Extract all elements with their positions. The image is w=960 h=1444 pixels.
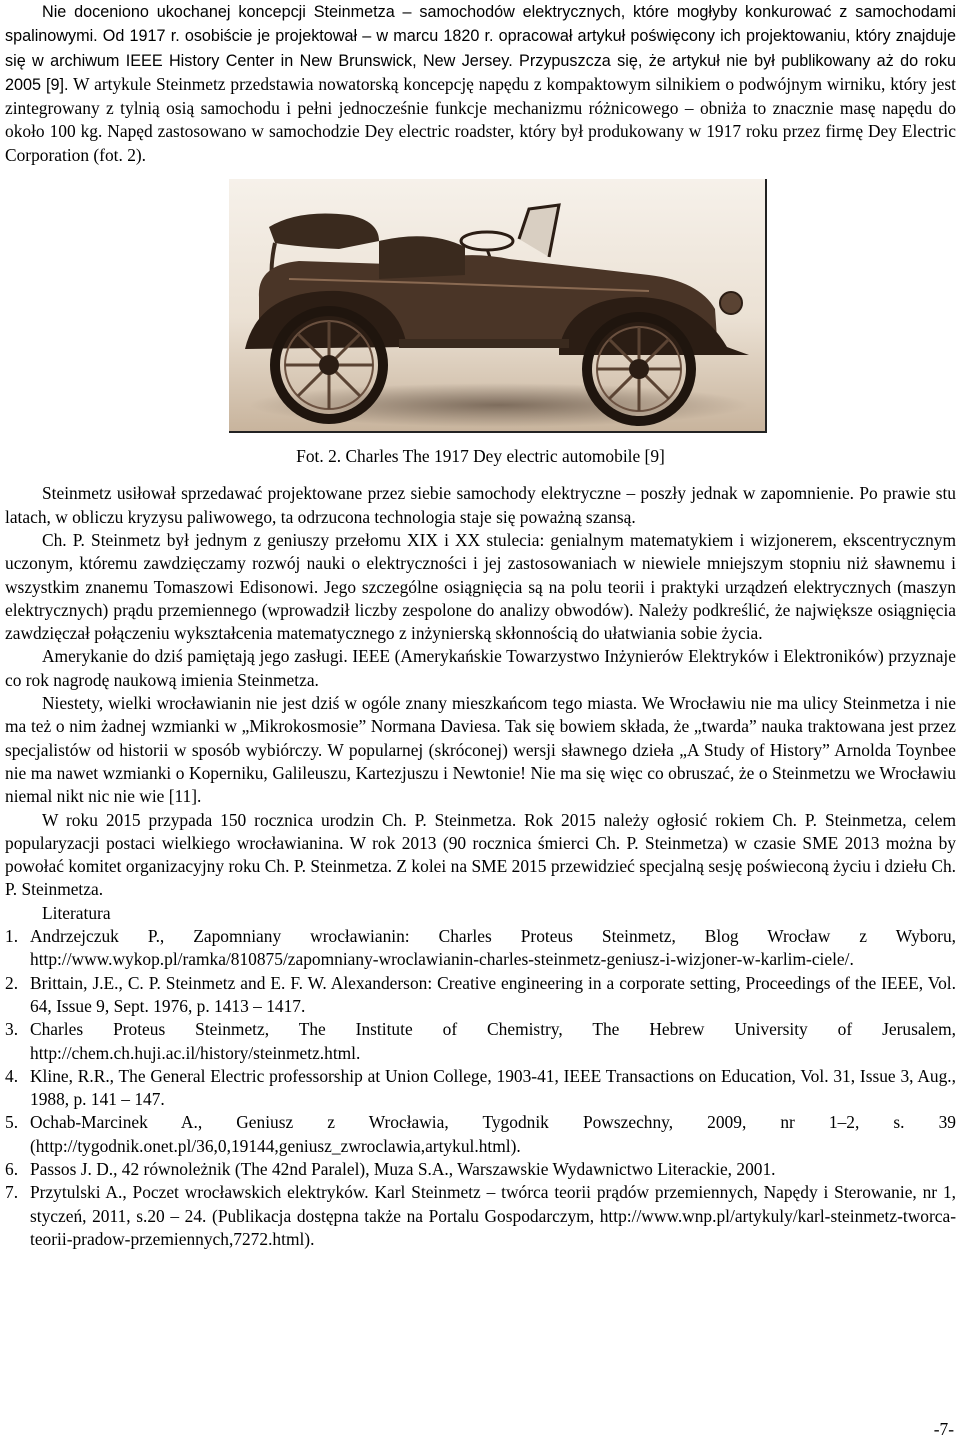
document-page (5, 0, 956, 1251)
reference-number: 7. (5, 1182, 19, 1203)
reference-item (5, 1158, 956, 1181)
reference-text: Kline, R.R., The General Electric professorship at Union College, 1903-41, IEEE Transactions on Education, Vol. 31, Issue 3, Aug., 1988, p. 141 – 147. (30, 1065, 956, 1110)
paragraph-genius: Ch. P. Steinmetz był jednym z geniuszy przełomu XIX i XX stulecia: genialnym matematykiem i wizjonerem, ekscentrycznym uczonym, któremu zawdzięczamy rozwój nauki o elektryczności i jej zastosowaniach w niewiele mniejszym stopniu niż sławnemu i wszystkim znanemu Tomaszowi Edisonowi. Jego szczególne osiągnięcia są na polu teorii i praktyki urządzeń elektrycznych (maszyn elektrycznych) prądu przemiennego (wprowadził liczby zespolone do analizy obwodów). Należy podkreślić, że największe osiągnięcia zawdzięczał połączeniu wykształcenia matematycznego z inżynierską skłonnością do ułatwiania sobie życia. (5, 529, 956, 644)
page-number: -7- (933, 1419, 954, 1439)
reference-number: 2. (5, 972, 19, 993)
reference-text: Andrzejczuk P., Zapomniany wrocławianin: Charles Proteus Steinmetz, Blog Wrocław z Wyboru, http://www.wykop.pl/ramka/810875/zapomniany-wroclawianin-charles-steinmetz-geniusz-i-wizjoner-w-karlim-ciele/. (30, 926, 956, 970)
figure-caption: Fot. 2. Charles The 1917 Dey electric automobile [9] (296, 446, 665, 467)
reference-number: 4. (5, 1065, 19, 1086)
reference-item (5, 1065, 956, 1112)
paragraph-forgotten: Steinmetz usiłował sprzedawać projektowane przez siebie samochody elektryczne – poszły jednak w zapomnienie. Po prawie stu latach, w obliczu kryzysu paliwowego, ta odrzucona technologia staje się poważną szansą. (5, 483, 956, 527)
figure-dey-electric (5, 179, 956, 441)
reference-text: Brittain, J.E., C. P. Steinmetz and E. F. W. Alexanderson: Creative engineering in a corporate setting, Proceedings of the IEEE, Vol. 64, Issue 9, Sept. 1976, p. 1413 – 1417. (30, 972, 956, 1016)
reference-number: 3. (5, 1019, 19, 1040)
car-photo (229, 179, 767, 433)
paragraph-anniversary: W roku 2015 przypada 150 rocznica urodzin Ch. P. Steinmetza. Rok 2015 należy ogłosić rokiem Ch. P. Steinmetza, celem popularyzacji postaci wielkiego wrocławianina. W rok 2013 (90 rocznica śmierci Ch. P. Steinmetza) w czasie SME 2013 można by powołać komitet organizacyjny roku Ch. P. Steinmetza. Z kolei na SME 2015 przewidzieć specjalną sesję poświeconą życiu i dziełu Ch. P. Steinmetza. (5, 809, 956, 900)
reference-item (5, 1018, 956, 1065)
reference-text: Charles Proteus Steinmetz, The Institute of Chemistry, The Hebrew University of Jerusalem, http://chem.ch.huji.ac.il/history/steinmetz.html. (30, 1019, 956, 1063)
reference-number: 1. (5, 926, 19, 947)
reference-item (5, 972, 956, 1019)
paragraph-electric-cars-part2: W artykule Steinmetz przedstawia nowatorską koncepcję napędu z kompaktowym silnikiem o podwójnym wirniku, który jest zintegrowany z tylnią osią samochodu i pełni jednocześnie funkcje mechanizmu różnicowego – obniża to znacznie masę napędu do około 100 kg. Napęd zastosowano w samochodzie Dey electric roadster, który był produkowany w 1917 roku przez firmę Dey Electric Corporation (fot. 2). (5, 73, 956, 165)
reference-text: Passos J. D., 42 równoleżnik (The 42nd Paralel), Muza S.A., Warszawskie Wydawnictwo Literackie, 2001. (30, 1158, 776, 1179)
paragraph-ieee-award: Amerykanie do dziś pamiętają jego zasługi. IEEE (Amerykańskie Towarzystwo Inżynierów Elektryków i Elektroników) przyznaje co rok nagrodę naukową imienia Steinmetza. (5, 646, 956, 690)
reference-number: 6. (5, 1158, 19, 1179)
reference-item (5, 1111, 956, 1158)
references-heading: Literatura (42, 902, 111, 923)
paragraph-electric-cars-part1: Nie doceniono ukochanej koncepcji Steinmetza – samochodów elektrycznych, które mogłyby konkurować z samochodami spalinowymi. Od 1917 r. osobiście je projektował – w marcu 1820 r. opracował artykuł poświęcony ich projektowaniu, który znajduje się w archiwum IEEE History Center in New Brunswick, New Jersey. Przypuszcza się, że artykuł nie był publikowany aż do roku 2005 [9]. (5, 3, 956, 94)
paragraph-wroclaw: Niestety, wielki wrocławianin nie jest dziś w ogóle znany mieszkańcom tego miasta. We Wrocławiu nie ma ulicy Steinmetza i nie ma też o nim żadnej wzmianki w „Mikrokosmosie” Normana Daviesa. Tak się bowiem składa, że „twarda” nauka traktowana jest przez specjalistów od historii w sposób wybiórczy. W popularnej (skróconej) wersji sławnego dzieła „A Study of History” Arnolda Toynbee nie ma nawet wzmianki o Koperniku, Galileuszu, Kartezjuszu i Newtonie! Nie ma się więc co obruszać, że o Steinmetzu we Wrocławiu niemal nikt nic nie wie [11]. (5, 693, 956, 807)
reference-item (5, 1181, 956, 1251)
reference-item (5, 925, 956, 972)
reference-text: Ochab-Marcinek A., Geniusz z Wrocławia, Tygodnik Powszechny, 2009, nr 1–2, s. 39 (http://tygodnik.onet.pl/36,0,19144,geniusz_zwroclawia,artykul.html). (30, 1112, 956, 1156)
reference-text: Przytulski A., Poczet wrocławskich elektryków. Karl Steinmetz – twórca teorii prądów przemiennych, Napędy i Sterowanie, nr 1, styczeń, 2011, s.20 – 24. (Publikacja dostępna także na Portalu Gospodarczym, http://www.wnp.pl/artykuly/karl-steinmetz-tworca-teorii-pradow-przemiennych,7272.html). (30, 1182, 956, 1249)
references-list (5, 925, 956, 1251)
reference-number: 5. (5, 1112, 19, 1133)
paragraph-electric-cars (5, 0, 956, 167)
